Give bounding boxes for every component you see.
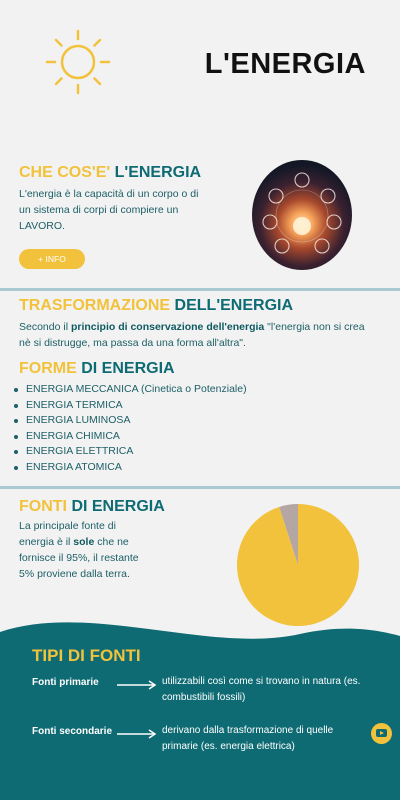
fonti-secondarie-desc: derivano dalla trasformazione di quelle primarie (es. energia elettrica) bbox=[162, 725, 334, 752]
pie-chart bbox=[236, 503, 360, 627]
text-bold: principio di conservazione dell'energia bbox=[70, 321, 265, 333]
section-title-part: TIPI bbox=[32, 646, 68, 665]
sun-icon bbox=[44, 28, 112, 96]
section-title-tipi bbox=[32, 646, 141, 666]
text-fragment: "l'energia non si crea nè si distrugge, ma passa da una forma all'altra". bbox=[19, 321, 365, 349]
fonti-primarie-label: Fonti primarie bbox=[32, 677, 99, 688]
section-title-fonti bbox=[19, 498, 165, 516]
list-item: ENERGIA LUMINOSA bbox=[14, 413, 247, 429]
youtube-icon[interactable] bbox=[371, 723, 392, 744]
section-title-cosa bbox=[19, 164, 201, 182]
pie-slice-sole bbox=[237, 504, 359, 626]
section-title-part: FORME bbox=[19, 360, 82, 377]
energy-icons-overlay bbox=[252, 160, 352, 270]
forme-list bbox=[14, 382, 247, 475]
arrow-right-icon bbox=[117, 680, 157, 690]
section-title-part: CHE COS'E' bbox=[19, 164, 115, 181]
section-title-part: FONTI bbox=[19, 498, 72, 515]
text-fragment: La principale fonte di energia è il bbox=[19, 520, 116, 548]
text-bold: sole bbox=[73, 536, 95, 548]
section-divider bbox=[0, 288, 400, 291]
section-divider bbox=[0, 486, 400, 489]
section-title-part: DI ENERGIA bbox=[71, 498, 165, 515]
page-title: L'ENERGIA bbox=[204, 48, 366, 80]
fonti-text bbox=[19, 518, 144, 582]
section-title-part: TRASFORMAZIONE bbox=[19, 297, 175, 314]
section-title-part: DI FONTI bbox=[67, 646, 141, 665]
section-title-trasformazione bbox=[19, 297, 293, 315]
section-title-part: DI ENERGIA bbox=[81, 360, 175, 377]
list-item: ENERGIA ATOMICA bbox=[14, 460, 247, 476]
fonti-primarie-desc: utilizzabili così come si trovano in natura (es. combustibili fossili) bbox=[162, 676, 361, 703]
list-item: ENERGIA MECCANICA (Cinetica o Potenziale) bbox=[14, 382, 247, 398]
text-fragment: che ne fornisce il 95%, il restante 5% proviene dalla terra. bbox=[19, 536, 139, 580]
list-item: ENERGIA ELETTRICA bbox=[14, 444, 247, 460]
list-item: ENERGIA CHIMICA bbox=[14, 429, 247, 445]
list-item: ENERGIA TERMICA bbox=[14, 398, 247, 414]
energy-globe-image bbox=[252, 160, 352, 270]
fonti-secondarie-label: Fonti secondarie bbox=[32, 726, 113, 737]
arrow-right-icon bbox=[117, 729, 157, 739]
section-title-part: L'ENERGIA bbox=[114, 164, 202, 181]
trasformazione-text bbox=[19, 319, 379, 351]
text-fragment: Secondo il bbox=[19, 321, 71, 333]
section-title-forme bbox=[19, 360, 175, 378]
info-button[interactable]: + INFO bbox=[19, 249, 85, 269]
section-title-part: DELL'ENERGIA bbox=[174, 297, 294, 314]
cosa-text: L'energia è la capacità di un corpo o di un sistema di corpi di compiere un LAVORO. bbox=[19, 188, 199, 232]
